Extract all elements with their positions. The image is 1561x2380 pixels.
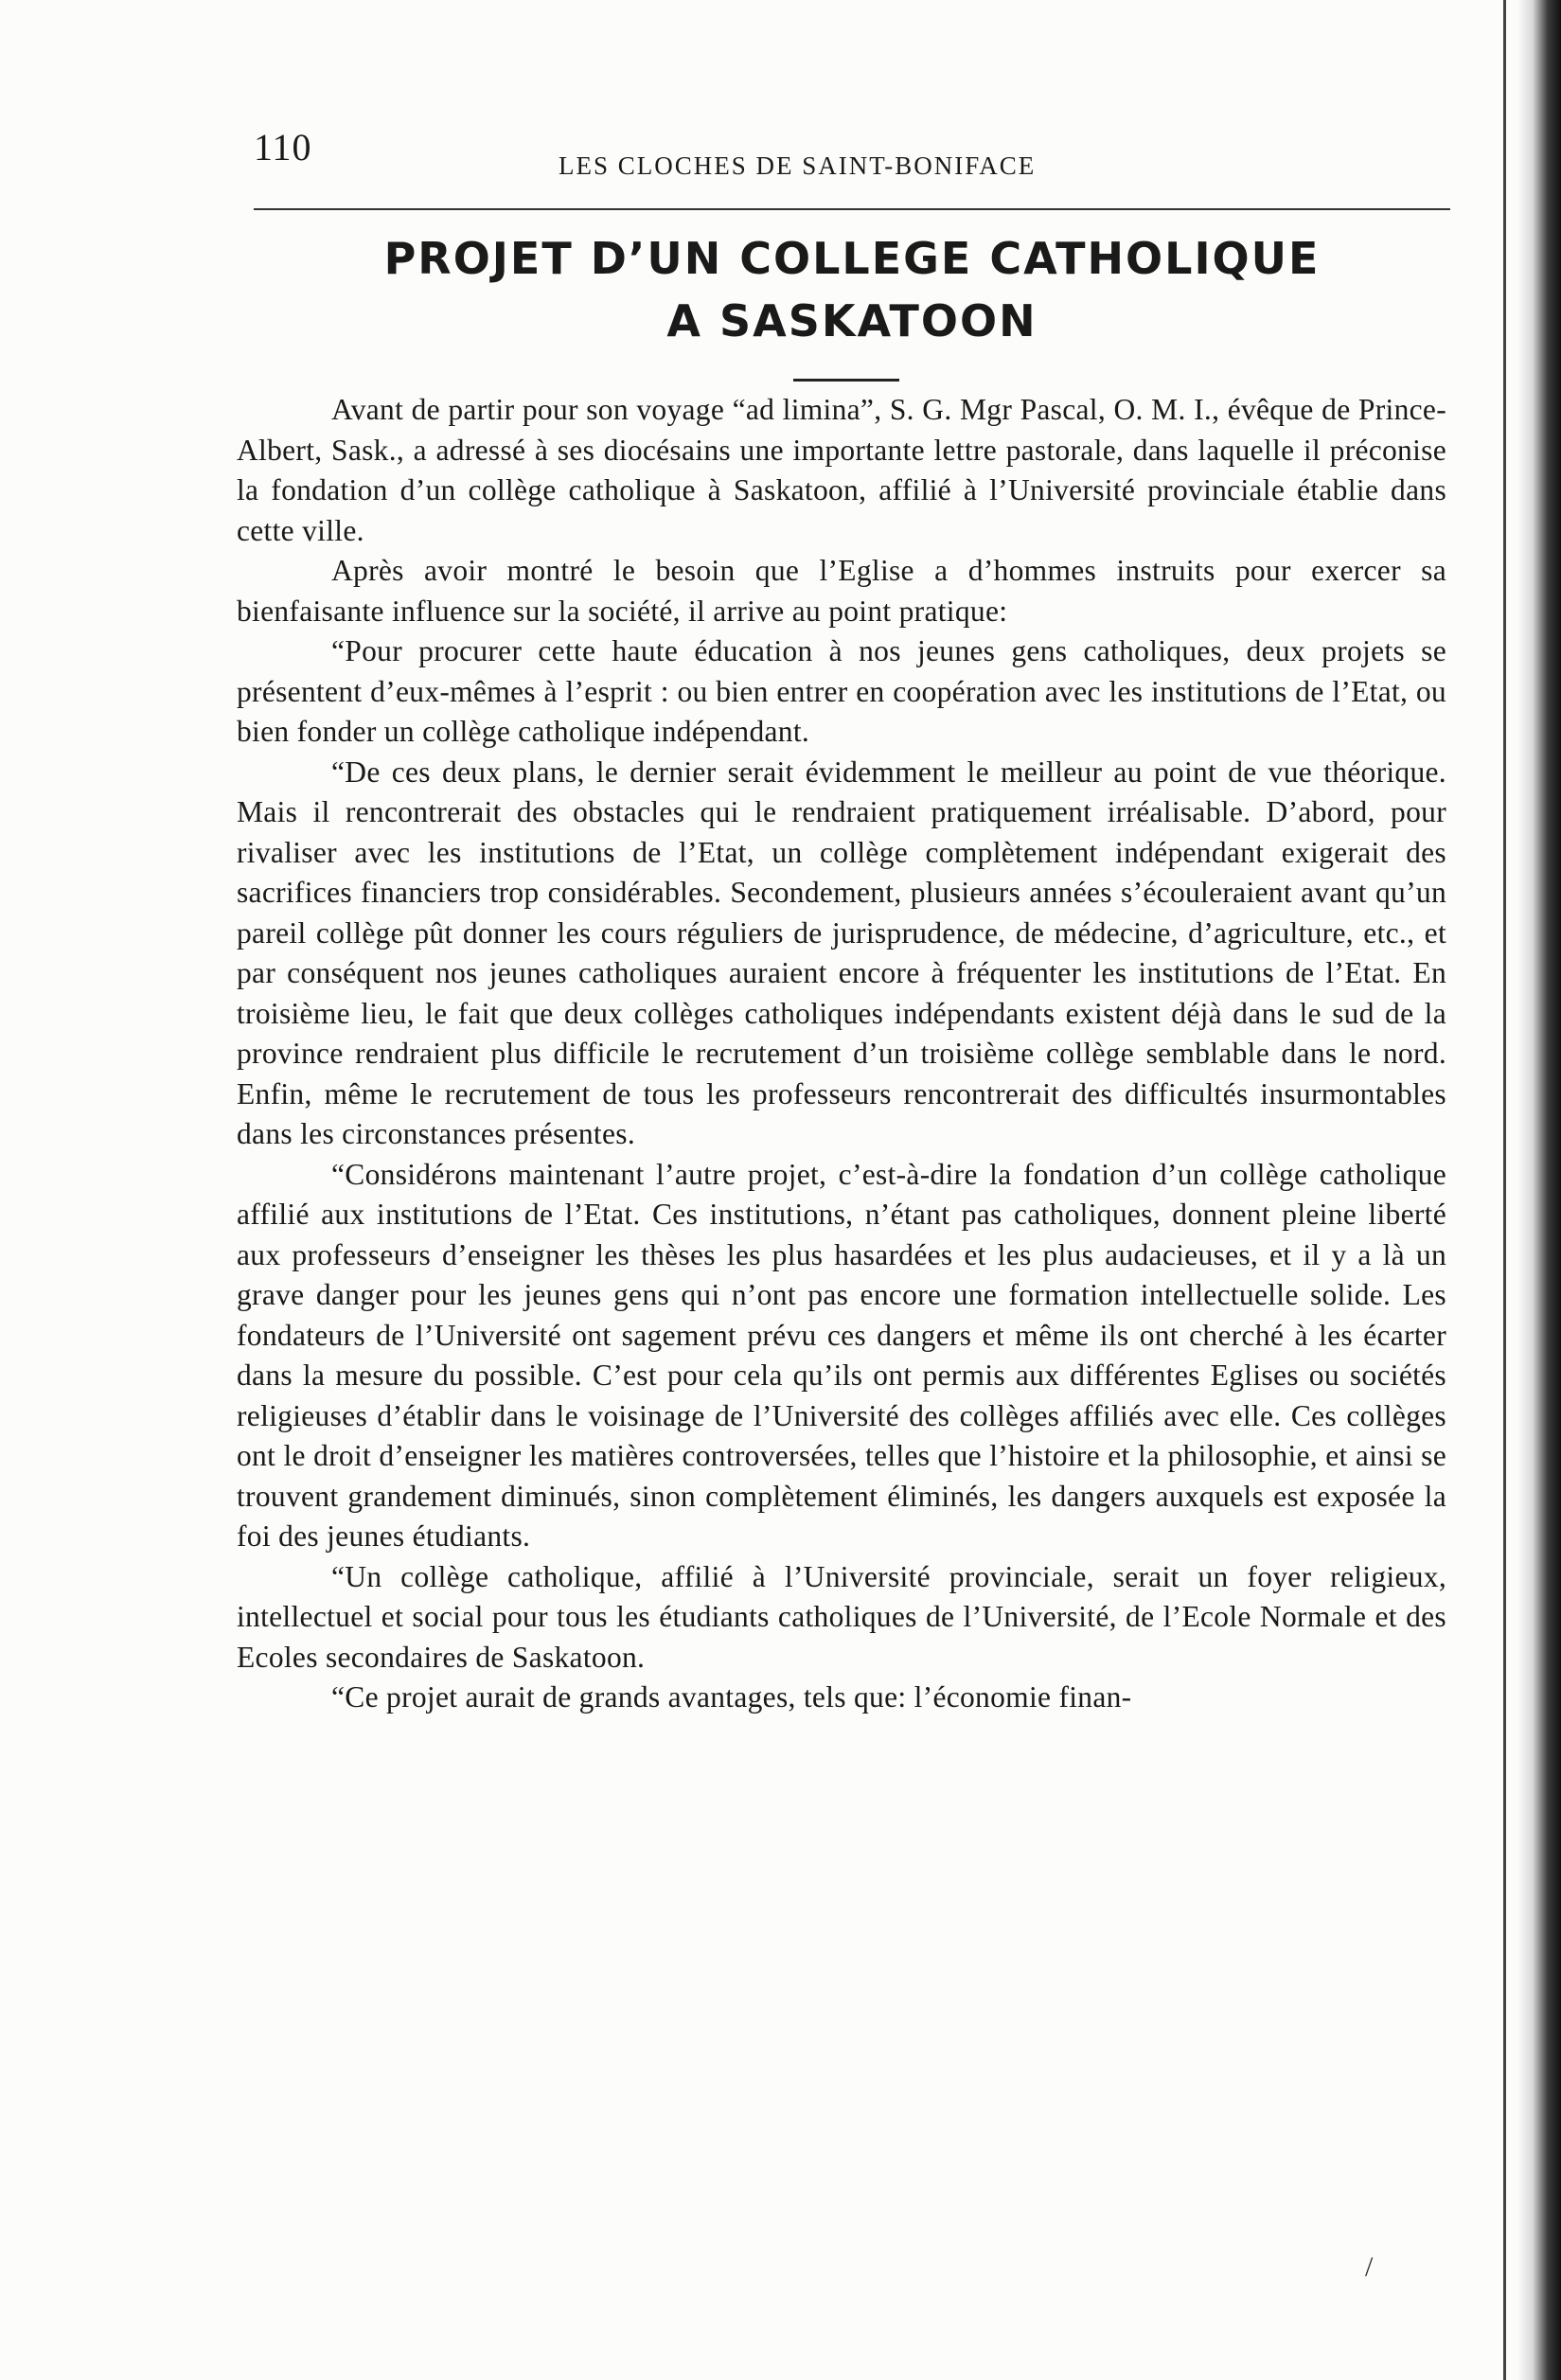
page-mark: / — [1365, 2251, 1374, 2282]
paragraph: “Pour procurer cette haute éducation à nos jeunes gens catholiques, deux projets se présentent d’eux-mêmes à l’esprit : ou bien entrer en coopération avec les institutions de l’Etat, ou bien fonder un collège catholique indépendant. — [237, 634, 1446, 748]
paragraph: “Considérons maintenant l’autre projet, c’est-à-dire la fondation d’un collège catholique affilié aux institutions de l’Etat. Ces institutions, n’étant pas catholiques, donnent pleine liberté aux professeurs d’enseigner les thèses les plus hasardées et les plus audacieuses, et il y a là un grave danger pour les jeunes gens qui n’ont pas encore une formation intellectuelle solide. Les fondateurs de l’Université ont sagement prévu ces dangers et même ils ont cherché à les écarter dans la mesure du possible. C’est pour cela qu’ils ont permis aux différentes Eglises ou sociétés religieuses d’établir dans le voisinage de l’Université des collèges affiliés avec elle. Ces collèges ont le droit d’enseigner les matières controversées, telles que l’histoire et la philosophie, et ainsi se trouvent grandement diminués, sinon complètement éliminés, les dangers auxquels est exposée la foi des jeunes étudiants. — [237, 1157, 1446, 1553]
page-header — [254, 125, 1446, 182]
article-title — [254, 227, 1450, 352]
spine-edge-line — [1503, 0, 1506, 2380]
paragraph: Après avoir montré le besoin que l’Eglise a d’hommes instruits pour exercer sa bienfaisante influence sur la société, il arrive au point pratique: — [237, 554, 1446, 628]
running-head: LES CLOCHES DE SAINT-BONIFACE — [559, 151, 1037, 180]
book-spine-shadow — [1517, 0, 1561, 2380]
paragraph: “De ces deux plans, le dernier serait évidemment le meilleur au point de vue théorique. Mais il rencontrerait des obstacles qui le rendraient pratiquement irréalisable. D’abord, pour rivaliser avec les institutions de l’Etat, un collège complètement indépendant exigerait des sacrifices financiers trop considérables. Secondement, plusieurs années s’écouleraient avant qu’un pareil collège pût donner les cours réguliers de jurisprudence, de médecine, d’agriculture, etc., et par conséquent nos jeunes catholiques auraient encore à fréquenter les institutions de l’Etat. En troisième lieu, le fait que deux collèges catholiques indépendants existent déjà dans le sud de la province rendraient plus difficile le recrutement d’un troisième collège semblable dans le nord. Enfin, même le recrutement de tous les professeurs rencontrerait des difficultés insurmontables dans les circonstances présentes. — [237, 755, 1446, 1150]
paragraph: Avant de partir pour son voyage “ad limina”, S. G. Mgr Pascal, O. M. I., évêque de Prince-Albert, Sask., a adressé à ses diocésains une importante lettre pastorale, dans laquelle il préconise la fondation d’un collège catholique à Saskatoon, affilié à l’Université provinciale établie dans cette ville. — [237, 393, 1446, 547]
header-rule — [254, 208, 1450, 210]
paragraph: “Un collège catholique, affilié à l’Université provinciale, serait un foyer religieux, intellectuel et social pour tous les étudiants catholiques de l’Université, de l’Ecole Normale et des Ecoles secondaires de Saskatoon. — [237, 1559, 1446, 1674]
paragraph: “Ce projet aurait de grands avantages, tels que: l’économie finan- — [331, 1680, 1132, 1714]
article-title-line-2: A SASKATOON — [666, 295, 1038, 346]
page-number: 110 — [254, 126, 312, 169]
article-body — [237, 390, 1446, 1718]
title-divider — [793, 379, 899, 382]
article-title-line-1: PROJET D’UN COLLEGE CATHOLIQUE — [383, 233, 1321, 284]
